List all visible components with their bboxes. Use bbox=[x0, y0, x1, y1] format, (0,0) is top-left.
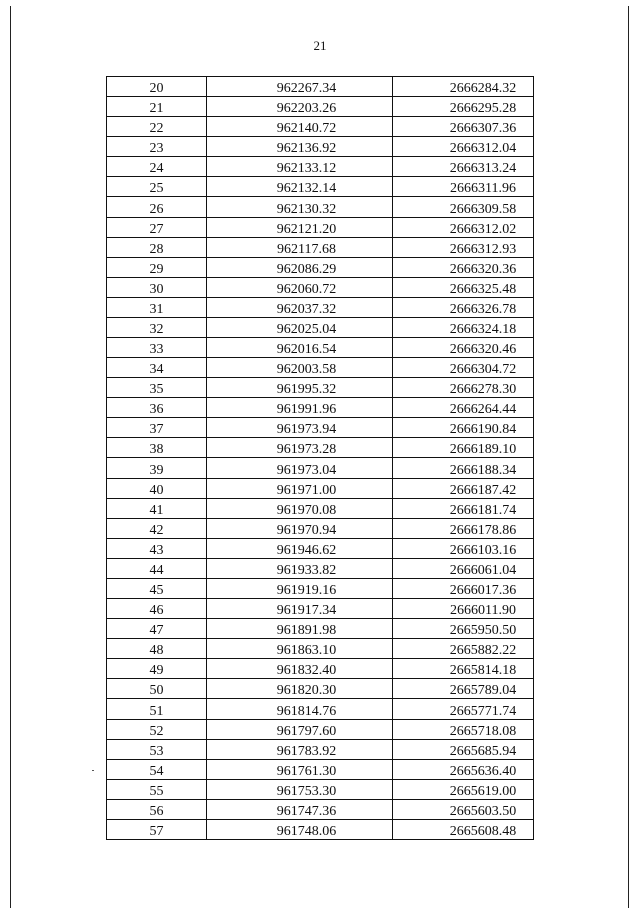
y-coordinate-cell: 2666189.10 bbox=[393, 438, 534, 458]
table-row bbox=[107, 799, 534, 819]
table-row bbox=[107, 739, 534, 759]
y-coordinate-cell: 2665619.00 bbox=[393, 779, 534, 799]
x-coordinate-cell: 961970.94 bbox=[207, 518, 393, 538]
point-number-cell: 50 bbox=[107, 679, 207, 699]
point-number-cell: 34 bbox=[107, 358, 207, 378]
point-number-cell: 43 bbox=[107, 538, 207, 558]
point-number-cell: 47 bbox=[107, 619, 207, 639]
table-row bbox=[107, 659, 534, 679]
table-row bbox=[107, 478, 534, 498]
y-coordinate-cell: 2666181.74 bbox=[393, 498, 534, 518]
y-coordinate-cell: 2666103.16 bbox=[393, 538, 534, 558]
y-coordinate-cell: 2665603.50 bbox=[393, 799, 534, 819]
table-row bbox=[107, 619, 534, 639]
x-coordinate-cell: 961753.30 bbox=[207, 779, 393, 799]
x-coordinate-cell: 961863.10 bbox=[207, 639, 393, 659]
stray-mark bbox=[92, 770, 94, 771]
x-coordinate-cell: 962037.32 bbox=[207, 297, 393, 317]
point-number-cell: 56 bbox=[107, 799, 207, 819]
table-row bbox=[107, 277, 534, 297]
point-number-cell: 38 bbox=[107, 438, 207, 458]
table-row bbox=[107, 317, 534, 337]
x-coordinate-cell: 961832.40 bbox=[207, 659, 393, 679]
x-coordinate-cell: 962025.04 bbox=[207, 317, 393, 337]
y-coordinate-cell: 2666264.44 bbox=[393, 398, 534, 418]
table-row bbox=[107, 77, 534, 97]
point-number-cell: 37 bbox=[107, 418, 207, 438]
point-number-cell: 51 bbox=[107, 699, 207, 719]
x-coordinate-cell: 961761.30 bbox=[207, 759, 393, 779]
y-coordinate-cell: 2666278.30 bbox=[393, 378, 534, 398]
x-coordinate-cell: 962121.20 bbox=[207, 217, 393, 237]
y-coordinate-cell: 2666061.04 bbox=[393, 558, 534, 578]
x-coordinate-cell: 961783.92 bbox=[207, 739, 393, 759]
x-coordinate-cell: 961747.36 bbox=[207, 799, 393, 819]
coordinate-table-body bbox=[107, 77, 534, 840]
table-row bbox=[107, 297, 534, 317]
y-coordinate-cell: 2666325.48 bbox=[393, 277, 534, 297]
point-number-cell: 20 bbox=[107, 77, 207, 97]
table-row bbox=[107, 639, 534, 659]
table-row bbox=[107, 97, 534, 117]
table-row bbox=[107, 518, 534, 538]
point-number-cell: 21 bbox=[107, 97, 207, 117]
x-coordinate-cell: 961973.94 bbox=[207, 418, 393, 438]
x-coordinate-cell: 962117.68 bbox=[207, 237, 393, 257]
table-row bbox=[107, 117, 534, 137]
point-number-cell: 33 bbox=[107, 338, 207, 358]
point-number-cell: 44 bbox=[107, 558, 207, 578]
table-row bbox=[107, 237, 534, 257]
x-coordinate-cell: 961748.06 bbox=[207, 819, 393, 839]
x-coordinate-cell: 961797.60 bbox=[207, 719, 393, 739]
x-coordinate-cell: 962060.72 bbox=[207, 277, 393, 297]
table-row bbox=[107, 699, 534, 719]
table-row bbox=[107, 679, 534, 699]
table-row bbox=[107, 779, 534, 799]
y-coordinate-cell: 2666312.93 bbox=[393, 237, 534, 257]
y-coordinate-cell: 2666324.18 bbox=[393, 317, 534, 337]
y-coordinate-cell: 2666313.24 bbox=[393, 157, 534, 177]
point-number-cell: 48 bbox=[107, 639, 207, 659]
x-coordinate-cell: 961891.98 bbox=[207, 619, 393, 639]
point-number-cell: 54 bbox=[107, 759, 207, 779]
table-row bbox=[107, 378, 534, 398]
point-number-cell: 30 bbox=[107, 277, 207, 297]
table-row bbox=[107, 599, 534, 619]
point-number-cell: 40 bbox=[107, 478, 207, 498]
y-coordinate-cell: 2666188.34 bbox=[393, 458, 534, 478]
table-row bbox=[107, 217, 534, 237]
x-coordinate-cell: 961946.62 bbox=[207, 538, 393, 558]
point-number-cell: 45 bbox=[107, 578, 207, 598]
table-row bbox=[107, 358, 534, 378]
point-number-cell: 23 bbox=[107, 137, 207, 157]
y-coordinate-cell: 2665636.40 bbox=[393, 759, 534, 779]
x-coordinate-cell: 961991.96 bbox=[207, 398, 393, 418]
table-row bbox=[107, 177, 534, 197]
y-coordinate-cell: 2666320.46 bbox=[393, 338, 534, 358]
point-number-cell: 28 bbox=[107, 237, 207, 257]
x-coordinate-cell: 961971.00 bbox=[207, 478, 393, 498]
point-number-cell: 26 bbox=[107, 197, 207, 217]
point-number-cell: 52 bbox=[107, 719, 207, 739]
x-coordinate-cell: 961814.76 bbox=[207, 699, 393, 719]
y-coordinate-cell: 2666178.86 bbox=[393, 518, 534, 538]
y-coordinate-cell: 2665771.74 bbox=[393, 699, 534, 719]
x-coordinate-cell: 961995.32 bbox=[207, 378, 393, 398]
coordinate-table bbox=[106, 76, 534, 840]
y-coordinate-cell: 2666284.32 bbox=[393, 77, 534, 97]
table-row bbox=[107, 498, 534, 518]
y-coordinate-cell: 2666307.36 bbox=[393, 117, 534, 137]
y-coordinate-cell: 2666311.96 bbox=[393, 177, 534, 197]
table-row bbox=[107, 578, 534, 598]
x-coordinate-cell: 961917.34 bbox=[207, 599, 393, 619]
table-row bbox=[107, 398, 534, 418]
y-coordinate-cell: 2666304.72 bbox=[393, 358, 534, 378]
y-coordinate-cell: 2665608.48 bbox=[393, 819, 534, 839]
x-coordinate-cell: 962133.12 bbox=[207, 157, 393, 177]
y-coordinate-cell: 2666309.58 bbox=[393, 197, 534, 217]
x-coordinate-cell: 961820.30 bbox=[207, 679, 393, 699]
point-number-cell: 29 bbox=[107, 257, 207, 277]
point-number-cell: 53 bbox=[107, 739, 207, 759]
point-number-cell: 49 bbox=[107, 659, 207, 679]
x-coordinate-cell: 962203.26 bbox=[207, 97, 393, 117]
y-coordinate-cell: 2665789.04 bbox=[393, 679, 534, 699]
table-row bbox=[107, 558, 534, 578]
x-coordinate-cell: 962130.32 bbox=[207, 197, 393, 217]
y-coordinate-cell: 2665685.94 bbox=[393, 739, 534, 759]
point-number-cell: 41 bbox=[107, 498, 207, 518]
point-number-cell: 36 bbox=[107, 398, 207, 418]
point-number-cell: 24 bbox=[107, 157, 207, 177]
x-coordinate-cell: 962140.72 bbox=[207, 117, 393, 137]
table-row bbox=[107, 759, 534, 779]
y-coordinate-cell: 2665718.08 bbox=[393, 719, 534, 739]
table-row bbox=[107, 137, 534, 157]
x-coordinate-cell: 962016.54 bbox=[207, 338, 393, 358]
x-coordinate-cell: 961973.28 bbox=[207, 438, 393, 458]
point-number-cell: 55 bbox=[107, 779, 207, 799]
x-coordinate-cell: 961973.04 bbox=[207, 458, 393, 478]
point-number-cell: 35 bbox=[107, 378, 207, 398]
table-row bbox=[107, 257, 534, 277]
page-number: 21 bbox=[313, 38, 327, 53]
x-coordinate-cell: 961919.16 bbox=[207, 578, 393, 598]
y-coordinate-cell: 2666326.78 bbox=[393, 297, 534, 317]
table-row bbox=[107, 458, 534, 478]
point-number-cell: 31 bbox=[107, 297, 207, 317]
y-coordinate-cell: 2666017.36 bbox=[393, 578, 534, 598]
y-coordinate-cell: 2665882.22 bbox=[393, 639, 534, 659]
y-coordinate-cell: 2666190.84 bbox=[393, 418, 534, 438]
table-row bbox=[107, 538, 534, 558]
point-number-cell: 32 bbox=[107, 317, 207, 337]
point-number-cell: 39 bbox=[107, 458, 207, 478]
x-coordinate-cell: 961970.08 bbox=[207, 498, 393, 518]
x-coordinate-cell: 962267.34 bbox=[207, 77, 393, 97]
table-row bbox=[107, 338, 534, 358]
table-row bbox=[107, 418, 534, 438]
y-coordinate-cell: 2666312.02 bbox=[393, 217, 534, 237]
y-coordinate-cell: 2665814.18 bbox=[393, 659, 534, 679]
table-row bbox=[107, 438, 534, 458]
point-number-cell: 27 bbox=[107, 217, 207, 237]
y-coordinate-cell: 2665950.50 bbox=[393, 619, 534, 639]
y-coordinate-cell: 2666011.90 bbox=[393, 599, 534, 619]
y-coordinate-cell: 2666295.28 bbox=[393, 97, 534, 117]
point-number-cell: 25 bbox=[107, 177, 207, 197]
point-number-cell: 42 bbox=[107, 518, 207, 538]
x-coordinate-cell: 962086.29 bbox=[207, 257, 393, 277]
table-row bbox=[107, 819, 534, 839]
point-number-cell: 46 bbox=[107, 599, 207, 619]
point-number-cell: 57 bbox=[107, 819, 207, 839]
x-coordinate-cell: 961933.82 bbox=[207, 558, 393, 578]
x-coordinate-cell: 962132.14 bbox=[207, 177, 393, 197]
table-row bbox=[107, 197, 534, 217]
y-coordinate-cell: 2666187.42 bbox=[393, 478, 534, 498]
point-number-cell: 22 bbox=[107, 117, 207, 137]
x-coordinate-cell: 962136.92 bbox=[207, 137, 393, 157]
y-coordinate-cell: 2666320.36 bbox=[393, 257, 534, 277]
y-coordinate-cell: 2666312.04 bbox=[393, 137, 534, 157]
x-coordinate-cell: 962003.58 bbox=[207, 358, 393, 378]
table-row bbox=[107, 157, 534, 177]
table-row bbox=[107, 719, 534, 739]
